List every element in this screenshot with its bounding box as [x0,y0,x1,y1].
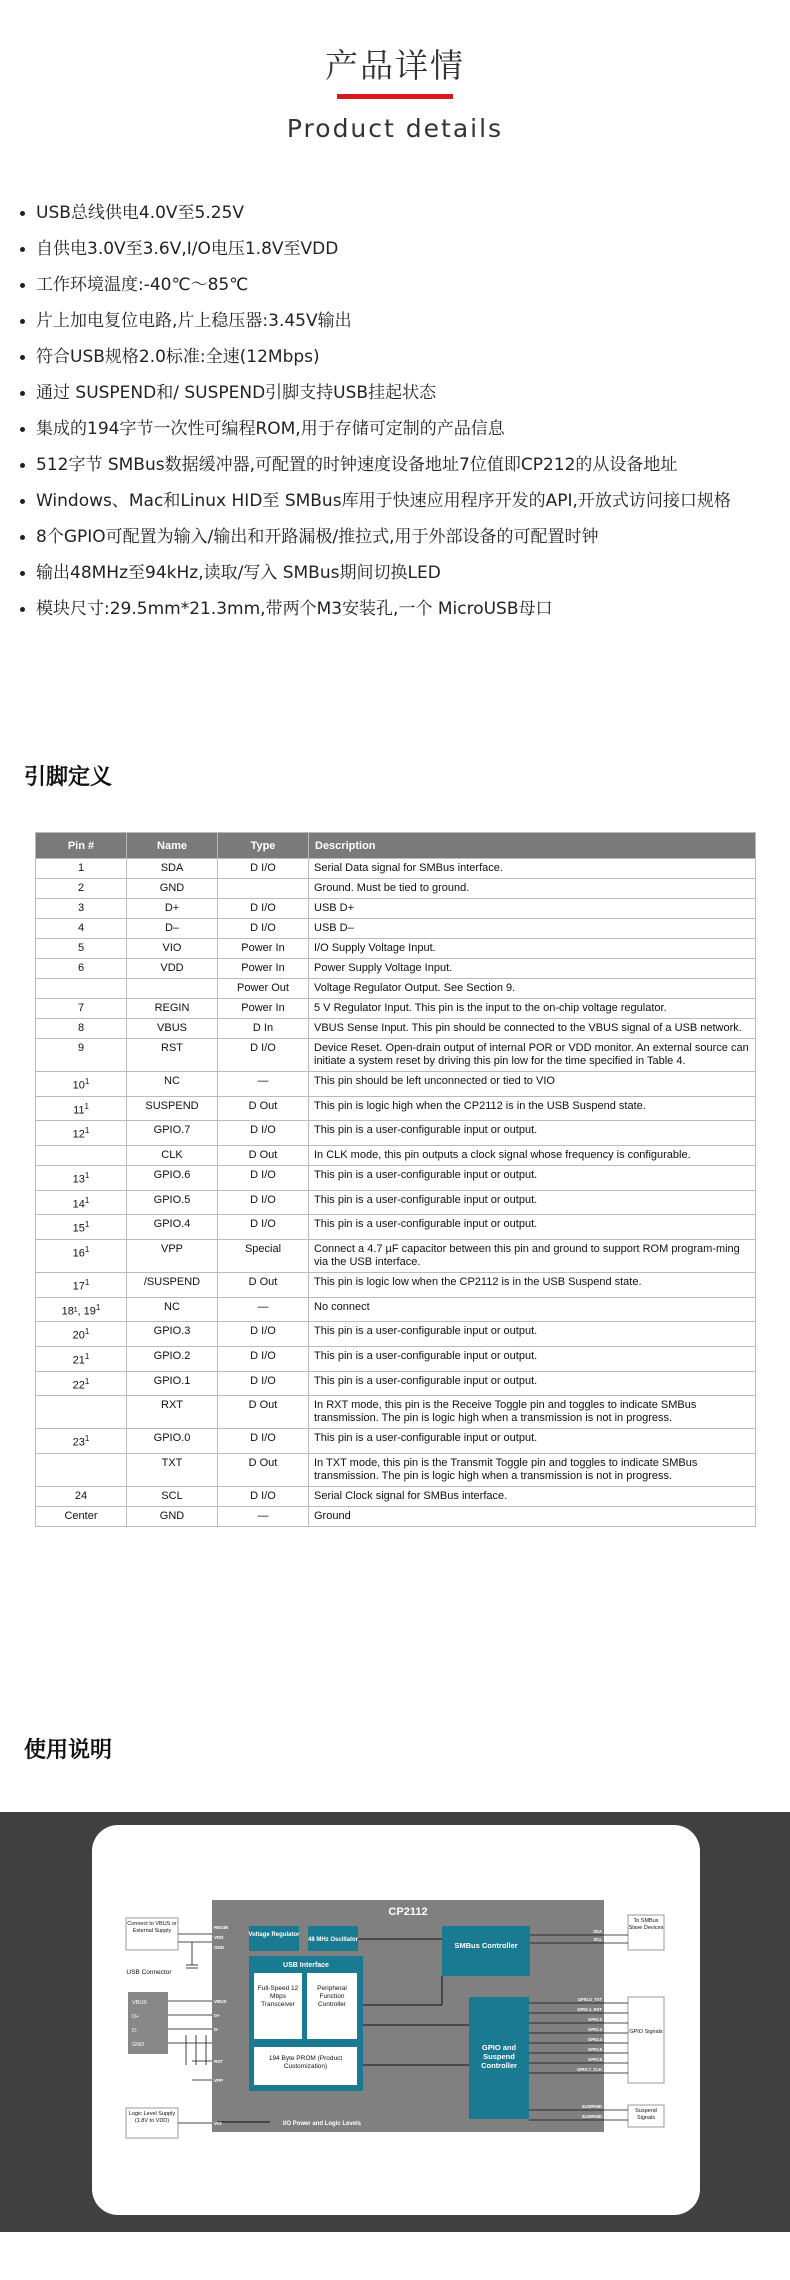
table-row [36,1239,756,1272]
name-cell: /SUSPEND [127,1272,218,1297]
description-cell: Serial Data signal for SMBus interface. [309,859,756,879]
table-row [36,1506,756,1526]
pin-section-heading: 引脚定义 [24,765,113,790]
usage-section-heading: 使用说明 [24,1738,113,1763]
pin-cell: 24 [36,1486,127,1506]
name-cell: VBUS [127,1019,218,1039]
svg-text:VIO: VIO [214,2121,222,2126]
svg-text:GPIO.2: GPIO.2 [588,2017,602,2022]
svg-text:SUSPEND: SUSPEND [581,2114,602,2119]
pin-cell: $22^1$ [36,1371,127,1396]
pin-cell: $14^1$ [36,1190,127,1215]
name-cell [127,979,218,999]
pin-cell: $12^1$ [36,1121,127,1146]
pin-cell: $10^1$ [36,1072,127,1097]
name-cell: REGIN [127,999,218,1019]
name-cell: SUSPEND [127,1096,218,1121]
feature-item: 工作环境温度:-40℃～85℃ [16,267,776,303]
pin-cell: 5 [36,939,127,959]
name-cell: VPP [127,1239,218,1272]
name-cell: GPIO.2 [127,1346,218,1371]
pin-cell [36,979,127,999]
type-cell: Power Out [218,979,309,999]
name-cell: GPIO.1 [127,1371,218,1396]
table-row [36,1039,756,1072]
name-cell: NC [127,1297,218,1322]
title-underline [337,94,453,99]
feature-item: 片上加电复位电路,片上稳压器:3.45V输出 [16,303,776,339]
col-pin: Pin # [36,833,127,859]
usb-connector-label: USB Connector [126,1969,172,1976]
voltage-regulator-block [249,1926,299,1951]
type-cell: Special [218,1239,309,1272]
description-cell: Ground [309,1506,756,1526]
pin-cell: $21^1$ [36,1346,127,1371]
prom-label: 194 Byte PROM (Product Customization) [268,2055,343,2070]
logic-supply-label: Logic Level Supply (1.8V to VDD) [128,2111,176,2124]
svg-text:GPIO.3: GPIO.3 [588,2027,602,2032]
table-row [36,1396,756,1429]
feature-item: 8个GPIO可配置为输入/输出和开路漏极/推拉式,用于外部设备的可配置时钟 [16,519,776,555]
svg-text:SUSPEND: SUSPEND [581,2104,602,2109]
table-row [36,1165,756,1190]
chip-label: CP2112 [388,1906,428,1918]
name-cell: CLK [127,1145,218,1165]
svg-text:D-: D- [214,2027,219,2032]
type-cell: D I/O [218,1346,309,1371]
svg-text:SDA: SDA [593,1929,602,1934]
regulator-label: Voltage Regulator [248,1932,300,1938]
pin-table [35,832,756,1527]
description-cell: This pin is a user-configurable input or output. [309,1215,756,1240]
col-type: Type [218,833,309,859]
diagram-card [92,1825,700,2215]
svg-text:D-: D- [132,2028,138,2034]
suspend-signals-label: Suspend Signals [635,2108,657,2121]
table-row [36,979,756,999]
pin-cell: 9 [36,1039,127,1072]
col-name: Name [127,833,218,859]
gpio-controller-label: GPIO and Suspend Controller [481,2043,517,2070]
svg-text:GPIO.6: GPIO.6 [588,2057,602,2062]
description-cell: USB D+ [309,899,756,919]
feature-item: 通过 SUSPEND和/ SUSPEND引脚支持USB挂起状态 [16,375,776,411]
table-row [36,939,756,959]
table-row [36,959,756,979]
pin-cell: $17^1$ [36,1272,127,1297]
name-cell: D– [127,919,218,939]
table-row [36,859,756,879]
pin-table-header [36,833,756,859]
feature-item: USB总线供电4.0V至5.25V [16,195,776,231]
type-cell: — [218,1072,309,1097]
table-row [36,1297,756,1322]
svg-text:VBUS: VBUS [132,2000,147,2006]
feature-item: 自供电3.0V至3.6V,I/O电压1.8V至VDD [16,231,776,267]
description-cell: This pin is logic low when the CP2112 is in the USB Suspend state. [309,1272,756,1297]
gpio-signals-label: GPIO Signals [629,2029,663,2035]
description-cell: This pin is logic high when the CP2112 is in the USB Suspend state. [309,1096,756,1121]
usb-interface-label: USB Interface [283,1962,329,1969]
type-cell: Power In [218,959,309,979]
description-cell: This pin is a user-configurable input or output. [309,1346,756,1371]
pin-cell: 6 [36,959,127,979]
pin-cell: $23^1$ [36,1429,127,1454]
io-power-label: I/O Power and Logic Levels [282,2121,362,2127]
svg-text:D+: D+ [214,2013,220,2018]
description-cell: I/O Supply Voltage Input. [309,939,756,959]
name-cell: NC [127,1072,218,1097]
type-cell: D I/O [218,1039,309,1072]
pin-cell: $16^1$ [36,1239,127,1272]
oscillator-label: 48 MHz Oscillator [307,1937,359,1943]
name-cell: GPIO.6 [127,1165,218,1190]
table-row [36,999,756,1019]
table-row [36,919,756,939]
svg-text:GND: GND [132,2042,145,2048]
pin-table-body [36,859,756,1527]
pin-cell: Center [36,1506,127,1526]
type-cell: D Out [218,1396,309,1429]
type-cell: D I/O [218,859,309,879]
pin-cell: 18¹, $19^1$ [36,1297,127,1322]
type-cell: D In [218,1019,309,1039]
description-cell: This pin is a user-configurable input or output. [309,1121,756,1146]
name-cell: GPIO.4 [127,1215,218,1240]
table-row [36,1190,756,1215]
page-title: 产品详情 [325,46,465,85]
description-cell: In CLK mode, this pin outputs a clock signal whose frequency is configurable. [309,1145,756,1165]
description-cell: Voltage Regulator Output. See Section 9. [309,979,756,999]
type-cell: D Out [218,1096,309,1121]
svg-text:GPIO.5: GPIO.5 [588,2047,602,2052]
description-cell: In TXT mode, this pin is the Transmit Toggle pin and toggles to indicate SMBus transmission. The pin is logic high when a transmission is not in progress. [309,1453,756,1486]
name-cell: GND [127,879,218,899]
pin-cell: 2 [36,879,127,899]
description-cell: This pin is a user-configurable input or output. [309,1165,756,1190]
type-cell: D I/O [218,1429,309,1454]
svg-text:VDD: VDD [214,1935,224,1940]
table-row [36,1371,756,1396]
feature-item: 输出48MHz至94kHz,读取/写入 SMBus期间切换LED [16,555,776,591]
table-row [36,1096,756,1121]
type-cell: D Out [218,1453,309,1486]
type-cell: D Out [218,1145,309,1165]
feature-list [16,195,776,627]
table-row [36,1121,756,1146]
description-cell: This pin is a user-configurable input or output. [309,1371,756,1396]
description-cell: 5 V Regulator Input. This pin is the input to the on-chip voltage regulator. [309,999,756,1019]
pin-cell: 8 [36,1019,127,1039]
feature-item: Windows、Mac和Linux HID至 SMBus库用于快速应用程序开发的API,开放式访问接口规格 [16,483,776,519]
svg-text:RST: RST [214,2059,223,2064]
name-cell: RST [127,1039,218,1072]
name-cell: RXT [127,1396,218,1429]
type-cell: D I/O [218,1371,309,1396]
vbus-supply-label: Connect to VBUS or External Supply [127,1921,177,1934]
pin-cell: $20^1$ [36,1322,127,1347]
table-row [36,1486,756,1506]
table-row [36,1072,756,1097]
description-cell: Power Supply Voltage Input. [309,959,756,979]
pin-cell [36,1145,127,1165]
name-cell: GPIO.5 [127,1190,218,1215]
type-cell: D I/O [218,919,309,939]
description-cell: This pin is a user-configurable input or output. [309,1429,756,1454]
table-row [36,1453,756,1486]
svg-text:SCL: SCL [593,1937,602,1942]
svg-text:VBUS: VBUS [214,1999,227,2004]
type-cell: D I/O [218,1121,309,1146]
type-cell: D I/O [218,1165,309,1190]
name-cell: TXT [127,1453,218,1486]
name-cell: VDD [127,959,218,979]
svg-text:GPIO.0_TXT: GPIO.0_TXT [577,1997,602,2002]
col-description: Description [309,833,756,859]
table-row [36,1019,756,1039]
block-diagram [92,1825,700,2215]
page-subtitle: Product details [286,114,504,143]
type-cell: D I/O [218,899,309,919]
feature-item: 符合USB规格2.0标准:全速(12Mbps) [16,339,776,375]
type-cell: D I/O [218,1215,309,1240]
type-cell [218,879,309,899]
description-cell: Ground. Must be tied to ground. [309,879,756,899]
pin-cell: 1 [36,859,127,879]
svg-text:GPIO.7_CLK: GPIO.7_CLK [577,2067,602,2072]
type-cell: Power In [218,939,309,959]
svg-text:GPIO.1_RXT: GPIO.1_RXT [577,2007,602,2012]
name-cell: D+ [127,899,218,919]
type-cell: D I/O [218,1190,309,1215]
svg-text:VPP: VPP [214,2078,224,2083]
table-row [36,1429,756,1454]
transceiver-label: Full-Speed 12 Mbps Transceiver [257,1985,299,2008]
feature-item: 模块尺寸:29.5mm*21.3mm,带两个M3安装孔,一个 MicroUSB母口 [16,591,776,627]
pin-cell: 7 [36,999,127,1019]
name-cell: SCL [127,1486,218,1506]
name-cell: GPIO.0 [127,1429,218,1454]
description-cell: VBUS Sense Input. This pin should be connected to the VBUS signal of a USB network. [309,1019,756,1039]
name-cell: GPIO.3 [127,1322,218,1347]
pin-cell [36,1396,127,1429]
name-cell: GPIO.7 [127,1121,218,1146]
table-row [36,1346,756,1371]
smbus-devices-label: To SMBus Slave Devices [628,1918,664,1931]
svg-text:REGIN: REGIN [214,1925,229,1930]
type-cell: — [218,1506,309,1526]
table-row [36,1215,756,1240]
pin-cell [36,1453,127,1486]
peripheral-label: Peripheral Function Controller [317,1985,347,2008]
type-cell: D Out [218,1272,309,1297]
description-cell: This pin is a user-configurable input or output. [309,1190,756,1215]
description-cell: In RXT mode, this pin is the Receive Toggle pin and toggles to indicate SMBus transmission. The pin is logic high when a transmission is not in progress. [309,1396,756,1429]
svg-text:GND: GND [214,1945,224,1950]
description-cell: No connect [309,1297,756,1322]
table-row [36,1145,756,1165]
type-cell: D I/O [218,1486,309,1506]
table-row [36,879,756,899]
svg-text:D+: D+ [132,2014,140,2020]
name-cell: VIO [127,939,218,959]
table-row [36,1272,756,1297]
feature-item: 集成的194字节一次性可编程ROM,用于存储可定制的产品信息 [16,411,776,447]
pin-cell: $11^1$ [36,1096,127,1121]
description-cell: USB D– [309,919,756,939]
type-cell: — [218,1297,309,1322]
pin-cell: $15^1$ [36,1215,127,1240]
name-cell: GND [127,1506,218,1526]
smbus-controller-label: SMBus Controller [454,1941,518,1950]
pin-cell: 4 [36,919,127,939]
type-cell: D I/O [218,1322,309,1347]
feature-item: 512字节 SMBus数据缓冲器,可配置的时钟速度设备地址7位值即CP212的从设备地址 [16,447,776,483]
description-cell: Serial Clock signal for SMBus interface. [309,1486,756,1506]
name-cell: SDA [127,859,218,879]
description-cell: Connect a 4.7 µF capacitor between this pin and ground to support ROM program-ming via the USB interface. [309,1239,756,1272]
description-cell: This pin is a user-configurable input or output. [309,1322,756,1347]
type-cell: Power In [218,999,309,1019]
table-row [36,1322,756,1347]
svg-text:Voltage Regulator [249,1932,301,1938]
svg-text:GPIO.4: GPIO.4 [588,2037,602,2042]
pin-cell: 3 [36,899,127,919]
description-cell: Device Reset. Open-drain output of internal POR or VDD monitor. An external source can initiate a system reset by driving this pin low for the time specified in Table 4. [309,1039,756,1072]
table-row [36,899,756,919]
description-cell: This pin should be left unconnected or tied to VIO [309,1072,756,1097]
pin-cell: $13^1$ [36,1165,127,1190]
